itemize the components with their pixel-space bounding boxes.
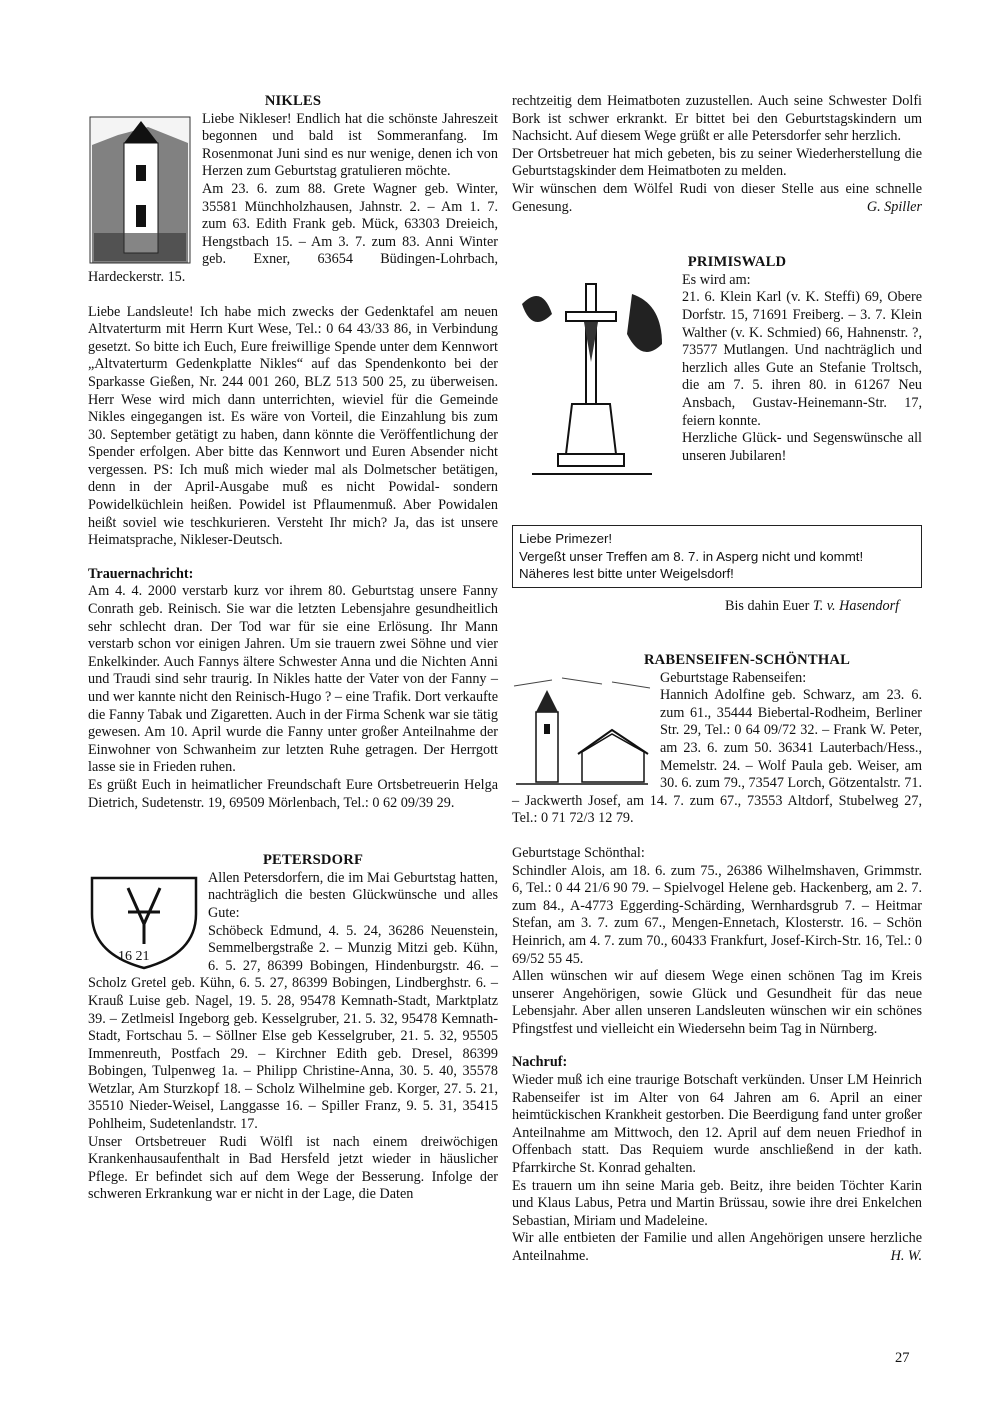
petersdorf-wishes: Wir wünschen dem Wölfel Rudi von dieser Stelle aus eine schnelle Genesung. G. Spiller [512,180,922,215]
crest-year: 16 21 [118,948,150,964]
subheading-schoenthal-birthdays: Geburtstage Schönthal: [512,844,645,861]
right-column [512,93,922,484]
primiswald-wishes: Herzliche Glück- und Segenswünsche all unseren Jubilaren! [682,430,922,464]
subheading-nachruf: Nachruf: [512,1054,568,1071]
notice-line-3: Näheres lest bitte unter Weigelsdorf! [519,566,734,581]
petersdorf-continued: rechtzeitig dem Heimatboten zuzustellen. Auch seine Schwester Dolfi Bork ist schwer erkrankt. Er bittet bei den Geburtstagskindern um Nachsicht. Auf diesem Wege grüßt er alle Petersdorfer sehr herzlich. [512,93,922,145]
section-title-petersdorf: PETERSDORF [262,852,364,869]
nachruf-signature: H. W. [890,1248,922,1264]
nachruf-mourners: Es trauern um ihn seine Maria geb. Beitz, ihre beiden Töchter Karin und Klaus Labus, Petra und Martin Brüssau, sowie ihre drei Enkelchen Sebastian, Miriam und Madeleine. [512,1177,922,1229]
rabenseifen-birthdays: Hannich Adolfine geb. Schwarz, am 23. 6. zum 61., 35444 Biebertal-Rodheim, Berliner Str. 29, Tel.: 0 64 09/72 32. – Frank W. Peter, am 23. 6. zum 50. 36341 Lauterbach/Hess., Memelstr. 24. – Wolf Paula geb. Weiser, am 30. 6. zum 79., 73547 Lorch, Götzentalstr. 71. – Jackwerth Josef, am 14. 7. zum 67., 73553 Altdorf, Stubelweg 27, Tel.: 0 71 72/3 12 79. [512,687,922,827]
section-title-nikles: NIKLES [264,93,322,109]
notice-line-2: Vergeßt unser Treffen am 8. 7. in Asperg nicht und kommt! [519,548,864,564]
schoenthal-birthdays: Schindler Alois, am 18. 6. zum 75., 26386 Wilhelmshaven, Grimmstr. 6, Tel.: 0 44 21/6 90 79. – Spielvogel Helene geb. Hackenberg, am 2. 7. zum 84., A-4773 Eggerding-Schärding, Wernhardsgrub 7. – Heitmar Stefan, am 3. 7. zum 67., Mengen-Ennetach, Klosterstr. 16. – Schön Heinrich, am 4. 7. zum 70., 60433 Frankfurt, Josef-Kirch-Str. 16, Tel.: 0 69/52 55 45. [512,862,922,967]
petersdorf-signature: G. Spiller [866,198,922,215]
nikles-signature: Es grüßt Euch in heimatlicher Freundschaft Eure Ortsbetreuerin Helga Dietrich, Sudetenstr. 19, 69509 Mörlenbach, Tel.: 0 62 09/39 29. [88,776,498,811]
rabenseifen-wishes: Allen wünschen wir auf diesem Wege einen schönen Tag im Kreis unserer Angehörigen, sowie Glück und Gesundheit für das neue Lebensjahr. Aber allen unseren Landsleuten wünschen wir ein schönes Pfingstfest und vielleicht ein Wiedersehn beim Tag in Nürnberg. [512,968,922,1037]
nachruf-text: Wieder muß ich eine traurige Botschaft verkünden. Unser LM Heinrich Rabenseifer ist im Alter von 64 Jahren am 6. April an einer heimtückischen Krankheit gestorben. Die Beerdigung fand unter großer Anteilnahme am Mittwoch, den 12. April auf dem neuen Friedhof in Offenbach statt. Das Requiem wurde anschließend in der kath. Pfarrkirche St. Konrad gehalten. [512,1072,922,1177]
left-column [88,93,498,1204]
subheading-trauernachricht: Trauernachricht: [88,565,194,582]
church-tower-illustration [88,115,192,265]
primiswald-birthdays: 21. 6. Klein Karl (v. K. Steffi) 69, Obere Dorfstr. 15, 71691 Freiberg. – 3. 7. Klein Walther (v. K. Schmied) 66, Hahnenstr. ?, 73577 Mutlangen. Und nachträglich und herzlich alles Gute an Stefanie Troltsch, die am 7. 5. ihren 80. in 61267 Neu Ansbach, Gustav-Heinemann-Str. 17, feiern konnte. [682,289,922,429]
primiswald-intro: Es wird am: [682,271,751,288]
petersdorf-coat-of-arms [88,874,200,970]
page-number: 27 [895,1350,910,1366]
nikles-donation-paragraph: Liebe Landsleute! Ich habe mich zwecks der Gedenktafel am neuen Altvaterturm mit Herrn Kurt Wese, Tel.: 0 64 43/33 86, in Verbindung gesetzt. So bitte ich Euch, Eure freiwillige Spende unter dem Kennwort „Altvaterturm Gedenkplatte Nikles“ auf das Spendenkonto bei der Sparkasse Gießen, Nr. 244 001 260, BLZ 513 500 25, zu überweisen. Herr Wese wird mich dann unterrichten, wieviel für die Gemeinde Nikles eingegangen ist. Es wäre von Vorteil, die Einzahlung bis zum 30. September getätigt zu haben, dann könnte die Veröffentlichung der Spender erfolgen. Aber bitte das Kennwort und Euren Absender nicht vergessen. PS: Ich muß mich wieder mal als Dolmetscher betätigen, denn in der April-Ausgabe muß es nicht Powidal- sondern Powidelküchlein heißen. Powidel ist Pflaumenmuß. Aber Powidalen heißt soviel wie teschkurieren. Versteht Ihr mich? Ja, das ist unsere Heimatsprache, Nikleser-Deutsch. [88,303,498,549]
primiswald-signature-line: Bis dahin Euer T. v. Hasendorf [725,598,900,614]
trauernachricht-text: Am 4. 4. 2000 verstarb kurz vor ihrem 80. Geburtstag unsere Fanny Conrath geb. Reinisch. Sie war die letzten Lebensjahre gesundheitlich sehr schlecht dran. Der Tod war für sie eine Erlösung. Ihr Mann verstarb schon vor einigen Jahren. Um sie trauern zwei Söhne und vier Enkelkinder. Auch Fannys ältere Schwester Anna und die Nichten Anni und Traudi sind sehr traurig. In Nikles hatte der Vater von der Fanny – und wer kannte nicht den Reinisch-Hugo ? – eine Trafik. Dort verkaufte die Fanny Tabak und Zigaretten. Auch in der Firma Schenk war sie tätig gewesen. Am 10. April wurde die Fanny unter großer Anteilnahme der Einwohner von Schwanheim zur letzten Ruhe getragen. Der Herrgott lasse sie in Frieden ruhen. [88,583,498,776]
primezer-notice-box [512,525,922,588]
petersdorf-health-note: Unser Ortsbetreuer Rudi Wölfl ist nach einem dreiwöchigen Krankenhausaufenthalt in Bad Hersfeld jetzt wieder in häuslicher Pflege. Er befindet sich auf dem Wege der Besserung. Infolge der schweren Erkrankung war er nicht in der Lage, die Daten [88,1133,498,1203]
primiswald-signature: T. v. Hasendorf [812,598,900,614]
section-title-primiswald: PRIMISWALD [687,254,787,271]
petersdorf-birthdays: Schöbeck Edmund, 4. 5. 24, 36286 Neuenstein, Semmelbergstraße 2. – Munzig Mitzi geb. Kühn, 6. 5. 27, 86399 Bobingen, Hindenburgstr. 46. – Scholz Gretel geb. Kühn, 6. 5. 27, 86399 Bobingen, Lindberghstr. 6. – Krauß Luise geb. Nagel, 19. 5. 28, 95478 Kemnath-Stadt, Marktplatz 39. – Zetlmeisl Ingeborg geb. Kesselgruber, 21. 5. 32, 95478 Kemnath-Stadt, Fortschau 5. – Söllner Else geb Kesselgruber, 21. 5. 32, 95505 Immenreuth, Postfach 29. – Kirchner Edith geb. Dresel, 86399 Bobingen, Tulpenweg 1a. – Philipp Christine-Anna, 30. 5. 40, 35578 Wetzlar, Am Sturzkopf 18. – Scholz Wilhelmine geb. Korger, 27. 5. 21, 35510 Nieder-Weisel, Langgasse 16. – Spiller Franz, 9. 5. 31, 35415 Pohlheim, Sudetenlandstr. 17. [88,922,498,1133]
nachruf-closing: Wir alle entbieten der Familie und allen Angehörigen unsere herzliche Anteilnahme. H. W. [512,1230,922,1264]
nikles-birthdays: Am 23. 6. zum 88. Grete Wagner geb. Winter, 35581 Münchholzhausen, Jahnstr. 2. – Am 1. 7. zum 63. Edith Frank geb. Mück, 63303 Dreieich, Hengstbach 15. – Am 3. 7. zum 83. Anni Winter geb. Exner, 63654 Büdingen-Lohrbach, Hardeckerstr. 15. [88,180,498,285]
subheading-rabenseifen-birthdays: Geburtstage Rabenseifen: [660,669,807,686]
nikles-greeting: Liebe Nikleser! Endlich hat die schönste Jahreszeit begonnen und bald ist Sommeranfang. Im Rosenmonat Juni sind es nur wenige, denen ich von Herzen zum Geburtstag gratulieren möchte. [202,110,498,180]
village-church-illustration [512,672,652,792]
rabenseifen-section [512,652,922,1266]
petersdorf-intro: Allen Petersdorfern, die im Mai Geburtstag hatten, nachträglich die besten Glückwünsche und alles Gute: [208,869,498,921]
section-title-rabenseifen: RABENSEIFEN-SCHÖNTHAL [643,652,851,668]
notice-line-1: Liebe Primezer! [519,531,613,546]
petersdorf-request: Der Ortsbetreuer hat mich gebeten, bis zu seiner Wiederherstellung die Geburtstagskinder dem Heimatboten zu melden. [512,145,922,180]
wayside-cross-illustration [512,274,672,484]
